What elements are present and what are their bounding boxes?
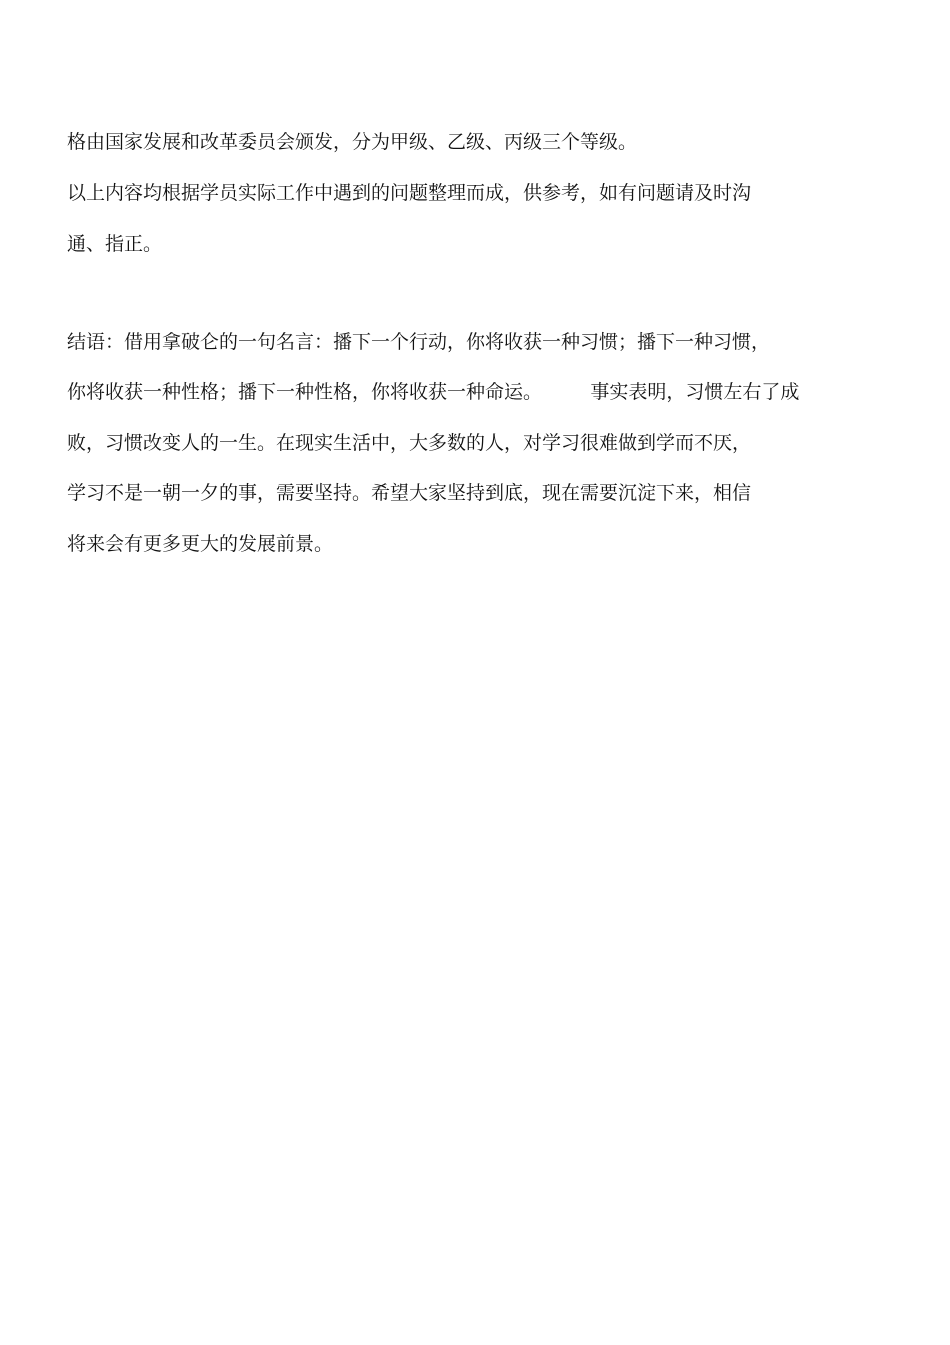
paragraph-conclusion-line-2: 你将收获一种性格；播下一种性格，你将收获一种命运。 事实表明，习惯左右了成	[67, 381, 800, 403]
paragraph-conclusion-line-3: 败，习惯改变人的一生。在现实生活中，大多数的人，对学习很难做到学而不厌，	[67, 432, 752, 454]
paragraph-conclusion-line-1: 结语：借用拿破仑的一句名言：播下一个行动，你将收获一种习惯；播下一种习惯，	[67, 331, 771, 353]
paragraph-qualification-line-1: 格由国家发展和改革委员会颁发，分为甲级、乙级、丙级三个等级。	[67, 131, 638, 153]
paragraph-note-line-2: 通、指正。	[67, 233, 163, 255]
paragraph-conclusion-line-4: 学习不是一朝一夕的事，需要坚持。希望大家坚持到底，现在需要沉淀下来，相信	[67, 482, 752, 504]
paragraph-conclusion-line-5: 将来会有更多更大的发展前景。	[67, 533, 334, 555]
paragraph-note-line-1: 以上内容均根据学员实际工作中遇到的问题整理而成，供参考，如有问题请及时沟	[67, 182, 752, 204]
